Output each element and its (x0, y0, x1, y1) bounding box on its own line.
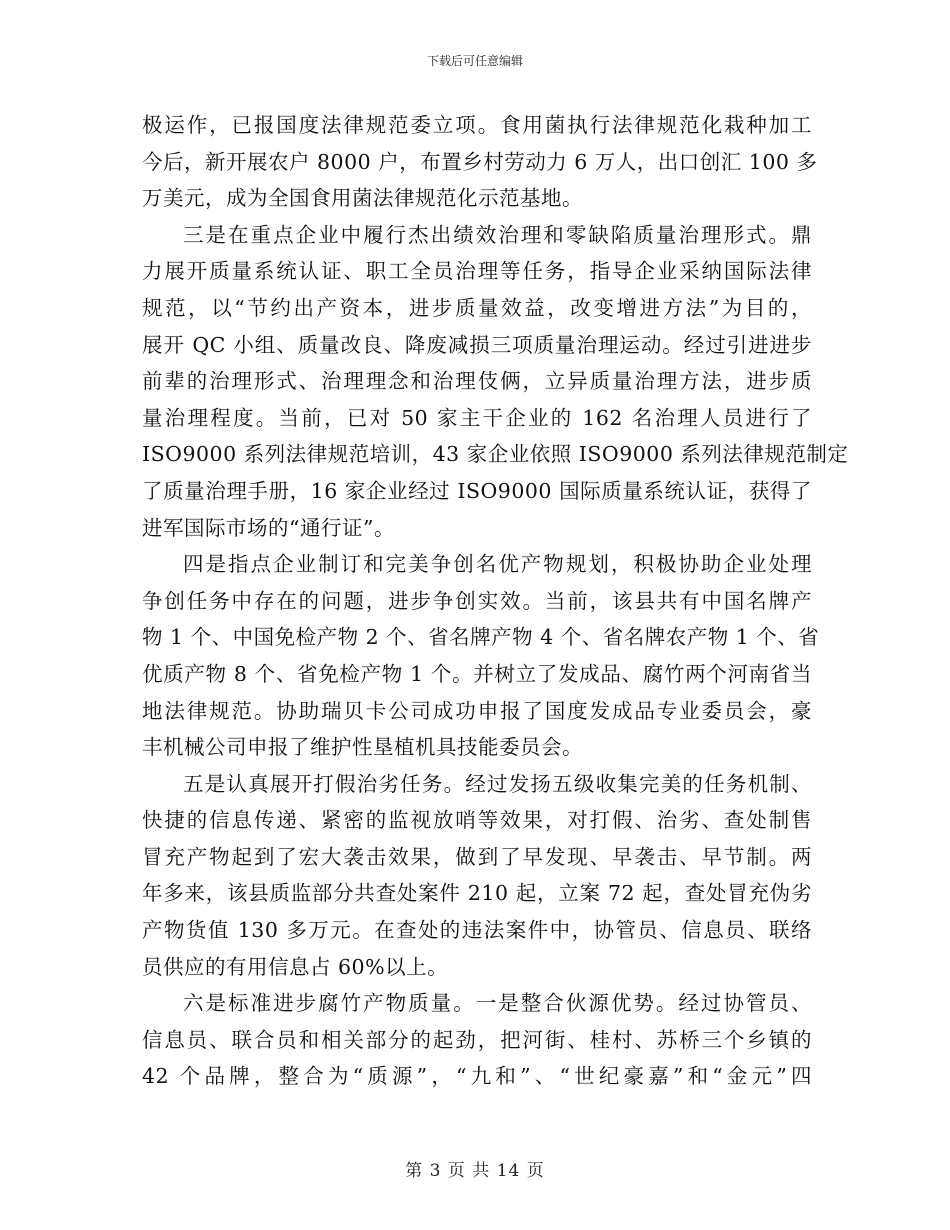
text-line: 了质量治理手册，16 家企业经过 ISO9000 国际质量系统认证，获得了 (142, 478, 812, 503)
text-line: 丰机械公司申报了维护性垦植机具技能委员会。 (142, 735, 583, 760)
page-header: 下载后可任意编辑 (426, 54, 523, 68)
text-line: 极运作，已报国度法律规范委立项。食用菌执行法律规范化栽种加工 (142, 113, 812, 137)
text-line: ISO9000 系列法律规范培训，43 家企业依照 ISO9000 系列法律规范制定 (142, 442, 849, 467)
text-line: 年多来，该县质监部分共查处案件 210 起，立案 72 起，查处冒充伪劣 (142, 881, 812, 906)
text-line: 力展开质量系统认证、职工全员治理等任务，指导企业采纳国际法律 (142, 259, 812, 284)
text-line: 展开 QC 小组、质量改良、降废减损三项质量治理运动。经过引进进步 (142, 332, 812, 357)
text-line: 规范，以“节约出产资本，进步质量效益，改变增进方法”为目的， (142, 295, 812, 320)
text-line: 优质产物 8 个、省免检产物 1 个。并树立了发成品、腐竹两个河南省当 (142, 661, 812, 686)
text-line: 三是在重点企业中履行杰出绩效治理和零缺陷质量治理形式。鼎 (183, 222, 812, 247)
text-line: 42 个品牌，整合为“质源”，“九和”、“世纪豪嘉”和“金元”四 (142, 1064, 812, 1089)
text-line: 前辈的治理形式、治理理念和治理伎俩，立异质量治理方法，进步质 (142, 369, 812, 394)
text-line: 万美元，成为全国食用菌法律规范化示范基地。 (142, 186, 583, 211)
text-line: 物 1 个、中国免检产物 2 个、省名牌产物 4 个、省名牌农产物 1 个、省 (142, 625, 820, 650)
text-line: 员供应的有用信息占 60%以上。 (142, 954, 449, 979)
text-line: 冒充产物起到了宏大袭击效果，做到了早发现、早袭击、早节制。两 (142, 844, 812, 869)
text-line: 四是指点企业制订和完美争创名优产物规划，积极协助企业处理 (183, 552, 812, 577)
text-line: 地法律规范。协助瑞贝卡公司成功申报了国度发成品专业委员会，豪 (142, 698, 812, 723)
text-line: 争创任务中存在的问题，进步争创实效。当前，该县共有中国名牌产 (142, 588, 812, 613)
text-line: 量治理程度。当前，已对 50 家主干企业的 162 名治理人员进行了 (142, 405, 812, 430)
text-line: 六是标准进步腐竹产物质量。一是整合伙源优势。经过协管员、 (183, 991, 812, 1016)
text-line: 快捷的信息传递、紧密的监视放哨等效果，对打假、治劣、查处制售 (142, 808, 812, 833)
text-line: 进军国际市场的“通行证”。 (142, 515, 395, 540)
text-line: 信息员、联合员和相关部分的起劲，把河街、桂村、苏桥三个乡镇的 (142, 1027, 812, 1052)
text-line: 产物货值 130 多万元。在查处的违法案件中，协管员、信息员、联络 (142, 918, 812, 943)
body-text (142, 107, 849, 1095)
page-number: 第 3 页 共 14 页 (405, 1161, 545, 1181)
text-line: 五是认真展开打假治劣任务。经过发扬五级收集完美的任务机制、 (183, 771, 812, 796)
text-line: 今后，新开展农户 8000 户，布置乡村劳动力 6 万人，出口创汇 100 多 (142, 149, 818, 174)
